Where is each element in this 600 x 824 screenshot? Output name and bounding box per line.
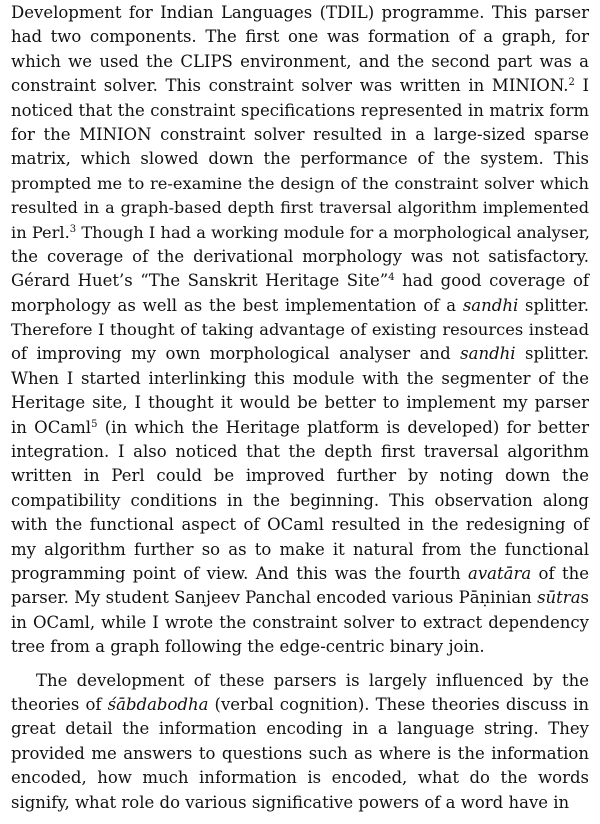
- text-line: for the MINION constraint solver resulted in a large-sized sparse: [11, 124, 589, 144]
- text-segment: I: [574, 76, 589, 96]
- text-line: [11, 269, 589, 293]
- text-segment: constraint solver. This constraint solver was written in MINION.: [11, 76, 569, 96]
- text-line: Heritage site, I thought it would be better to implement my parser: [11, 393, 589, 413]
- text-line: prompted me to re-examine the design of the constraint solver which: [11, 173, 589, 193]
- text-line: [11, 693, 589, 717]
- text-line: which we used the CLIPS environment, and the second part was a: [11, 51, 589, 71]
- text-segment: programming point of view. And this was the fourth: [11, 563, 468, 583]
- text-segment: theories of: [11, 694, 108, 714]
- text-segment: (verbal cognition). These theories discuss in: [208, 694, 590, 714]
- text-segment: splitter.: [518, 295, 589, 315]
- text-line: great detail the information encoding in a language string. They: [11, 719, 589, 739]
- text-line: written in Perl could be improved further by noting down the: [11, 466, 589, 486]
- text-line: had two components. The first one was formation of a graph, for: [11, 27, 589, 47]
- text-segment: in Perl.: [11, 222, 70, 242]
- text-line: compatibility conditions in the beginning. This observation along: [11, 490, 589, 510]
- text-segment: in OCaml: [11, 417, 92, 437]
- text-line: [11, 586, 589, 610]
- text-line: [11, 74, 589, 98]
- text-segment: Though I had a working module for a morphological analyser,: [76, 222, 590, 242]
- italic-term: sūtra: [537, 588, 581, 608]
- text-line: When I started interlinking this module with the segmenter of the: [11, 368, 589, 388]
- footnote-marker: 3: [69, 223, 77, 235]
- text-line: provided me answers to questions such as where is the information: [11, 743, 589, 763]
- text-line: [11, 342, 589, 366]
- text-line: the coverage of the derivational morphology was not satisfactory.: [11, 246, 589, 266]
- text-line: The development of these parsers is largely influenced by the: [36, 670, 589, 690]
- text-line: in OCaml, while I wrote the constraint solver to extract dependency: [11, 612, 589, 632]
- text-segment: Gérard Huet’s “The Sanskrit Heritage Site”: [11, 271, 389, 291]
- text-segment: of improving my own morphological analyser and: [11, 344, 461, 364]
- text-segment: splitter.: [515, 344, 589, 364]
- italic-term: sandhi: [462, 295, 519, 315]
- text-line: integration. I also noticed that the depth first traversal algorithm: [11, 442, 589, 462]
- text-segment: s: [580, 588, 589, 608]
- text-line: [11, 562, 589, 586]
- text-line: noticed that the constraint specifications represented in matrix form: [11, 100, 589, 120]
- text-segment: morphology as well as the best implementation of a: [11, 295, 463, 315]
- text-line: Development for Indian Languages (TDIL) programme. This parser: [11, 3, 589, 22]
- text-line: [11, 416, 589, 440]
- italic-term: sandhi: [460, 344, 516, 364]
- paragraph-sabdabodha-theories: [11, 669, 589, 815]
- text-line: my algorithm further so as to make it natural from the functional: [11, 539, 589, 559]
- text-line: resulted in a graph-based depth first traversal algorithm implemented: [11, 198, 589, 218]
- text-segment: of the: [531, 563, 589, 583]
- text-segment: had good coverage of: [394, 271, 589, 291]
- footnote-marker: 5: [91, 418, 98, 430]
- text-line: matrix, which slowed down the performance of the system. This: [11, 149, 589, 169]
- text-line: signify, what role do various significative powers of a word have in: [11, 792, 570, 812]
- text-segment: (in which the Heritage platform is developed) for better: [97, 417, 589, 437]
- italic-term: śābdabodha: [107, 694, 209, 714]
- text-line: Therefore I thought of taking advantage of existing resources instead: [11, 320, 589, 340]
- text-line: with the functional aspect of OCaml resulted in the redesigning of: [11, 515, 589, 535]
- footnote-marker: 4: [388, 272, 395, 284]
- text-line: [11, 221, 589, 245]
- text-line: tree from a graph following the edge-centric binary join.: [11, 637, 485, 657]
- text-line: encoded, how much information is encoded, what do the words: [11, 768, 589, 788]
- paragraph-parser-history: [11, 1, 589, 660]
- italic-term: avatāra: [467, 563, 532, 583]
- text-line: [11, 294, 589, 318]
- footnote-marker: 2: [568, 77, 575, 89]
- text-segment: parser. My student Sanjeev Panchal encoded various Pāṇinian: [11, 588, 538, 608]
